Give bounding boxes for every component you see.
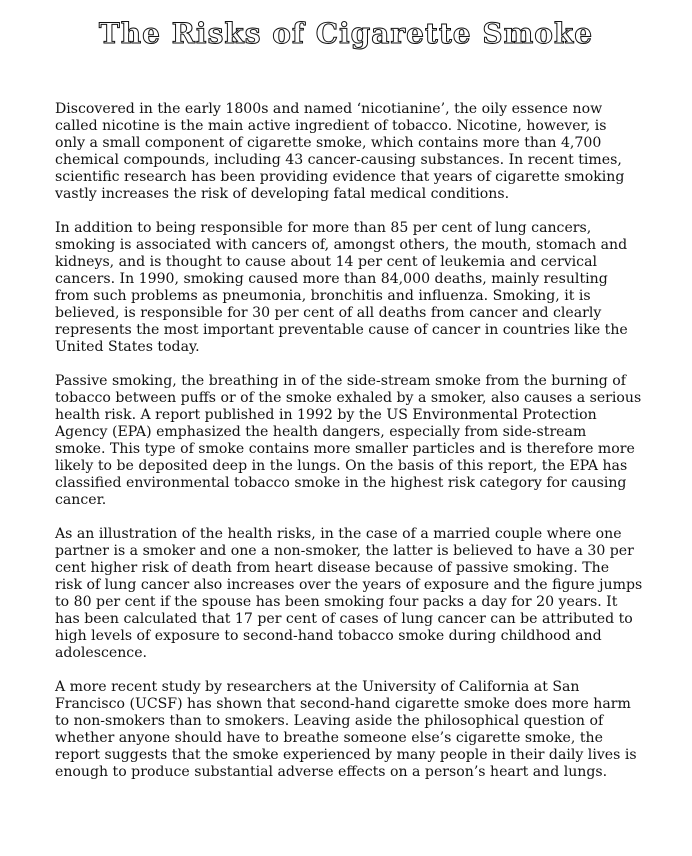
text-line: As an illustration of the health risks, in the case of a married couple where one <box>55 526 622 542</box>
text-line: risk of lung cancer also increases over the years of exposure and the figure jumps <box>55 577 643 593</box>
text-line: cent higher risk of death from heart disease because of passive smoking. The <box>55 560 610 576</box>
text-line: vastly increases the risk of developing fatal medical conditions. <box>55 186 510 202</box>
text-line: partner is a smoker and one a non-smoker, the latter is believed to have a 30 per <box>55 543 634 559</box>
page-title: The Risks of Cigarette Smoke <box>98 17 594 50</box>
text-line: cancer. <box>55 492 107 508</box>
text-line: scientific research has been providing evidence that years of cigarette smoking <box>55 169 625 185</box>
text-line: from such problems as pneumonia, bronchitis and influenza. Smoking, it is <box>55 288 591 304</box>
text-line: United States today. <box>55 339 200 355</box>
text-line: represents the most important preventable cause of cancer in countries like the <box>55 322 628 338</box>
text-line: classified environmental tobacco smoke in the highest risk category for causing <box>55 475 627 491</box>
text-line: Passive smoking, the breathing in of the side-stream smoke from the burning of <box>55 373 626 389</box>
paragraph-1 <box>55 101 660 203</box>
text-line: high levels of exposure to second-hand tobacco smoke during childhood and <box>55 628 602 644</box>
article-body <box>55 101 660 798</box>
text-line: In addition to being responsible for more than 85 per cent of lung cancers, <box>55 220 592 236</box>
text-line: kidneys, and is thought to cause about 14 per cent of leukemia and cervical <box>55 254 597 270</box>
text-line: smoke. This type of smoke contains more smaller particles and is therefore more <box>55 441 635 457</box>
text-line: cancers. In 1990, smoking caused more than 84,000 deaths, mainly resulting <box>55 271 608 287</box>
text-line: enough to produce substantial adverse effects on a person’s heart and lungs. <box>55 764 608 780</box>
text-line: to 80 per cent if the spouse has been smoking four packs a day for 20 years. It <box>55 594 618 610</box>
paragraph-2 <box>55 220 660 356</box>
paragraph-3 <box>55 373 660 509</box>
text-line: whether anyone should have to breathe someone else’s cigarette smoke, the <box>55 730 603 746</box>
text-line: called nicotine is the main active ingredient of tobacco. Nicotine, however, is <box>55 118 607 134</box>
text-line: chemical compounds, including 43 cancer-causing substances. In recent times, <box>55 152 622 168</box>
text-line: smoking is associated with cancers of, amongst others, the mouth, stomach and <box>55 237 628 253</box>
text-line: believed, is responsible for 30 per cent of all deaths from cancer and clearly <box>55 305 602 321</box>
text-line: A more recent study by researchers at the University of California at San <box>55 679 580 695</box>
text-line: has been calculated that 17 per cent of cases of lung cancer can be attributed to <box>55 611 633 627</box>
text-line: to non-smokers than to smokers. Leaving aside the philosophical question of <box>55 713 604 729</box>
text-line: Discovered in the early 1800s and named ‘nicotianine’, the oily essence now <box>55 101 603 117</box>
text-line: only a small component of cigarette smoke, which contains more than 4,700 <box>55 135 602 151</box>
text-line: adolescence. <box>55 645 148 661</box>
text-line: report suggests that the smoke experienced by many people in their daily lives is <box>55 747 637 763</box>
paragraph-4 <box>55 526 660 662</box>
text-line: likely to be deposited deep in the lungs. On the basis of this report, the EPA has <box>55 458 628 474</box>
text-line: Agency (EPA) emphasized the health dangers, especially from side-stream <box>55 424 587 440</box>
text-line: health risk. A report published in 1992 by the US Environmental Protection <box>55 407 597 423</box>
paragraph-5 <box>55 679 660 781</box>
text-line: Francisco (UCSF) has shown that second-hand cigarette smoke does more harm <box>55 696 631 712</box>
text-line: tobacco between puffs or of the smoke exhaled by a smoker, also causes a serious <box>55 390 642 406</box>
